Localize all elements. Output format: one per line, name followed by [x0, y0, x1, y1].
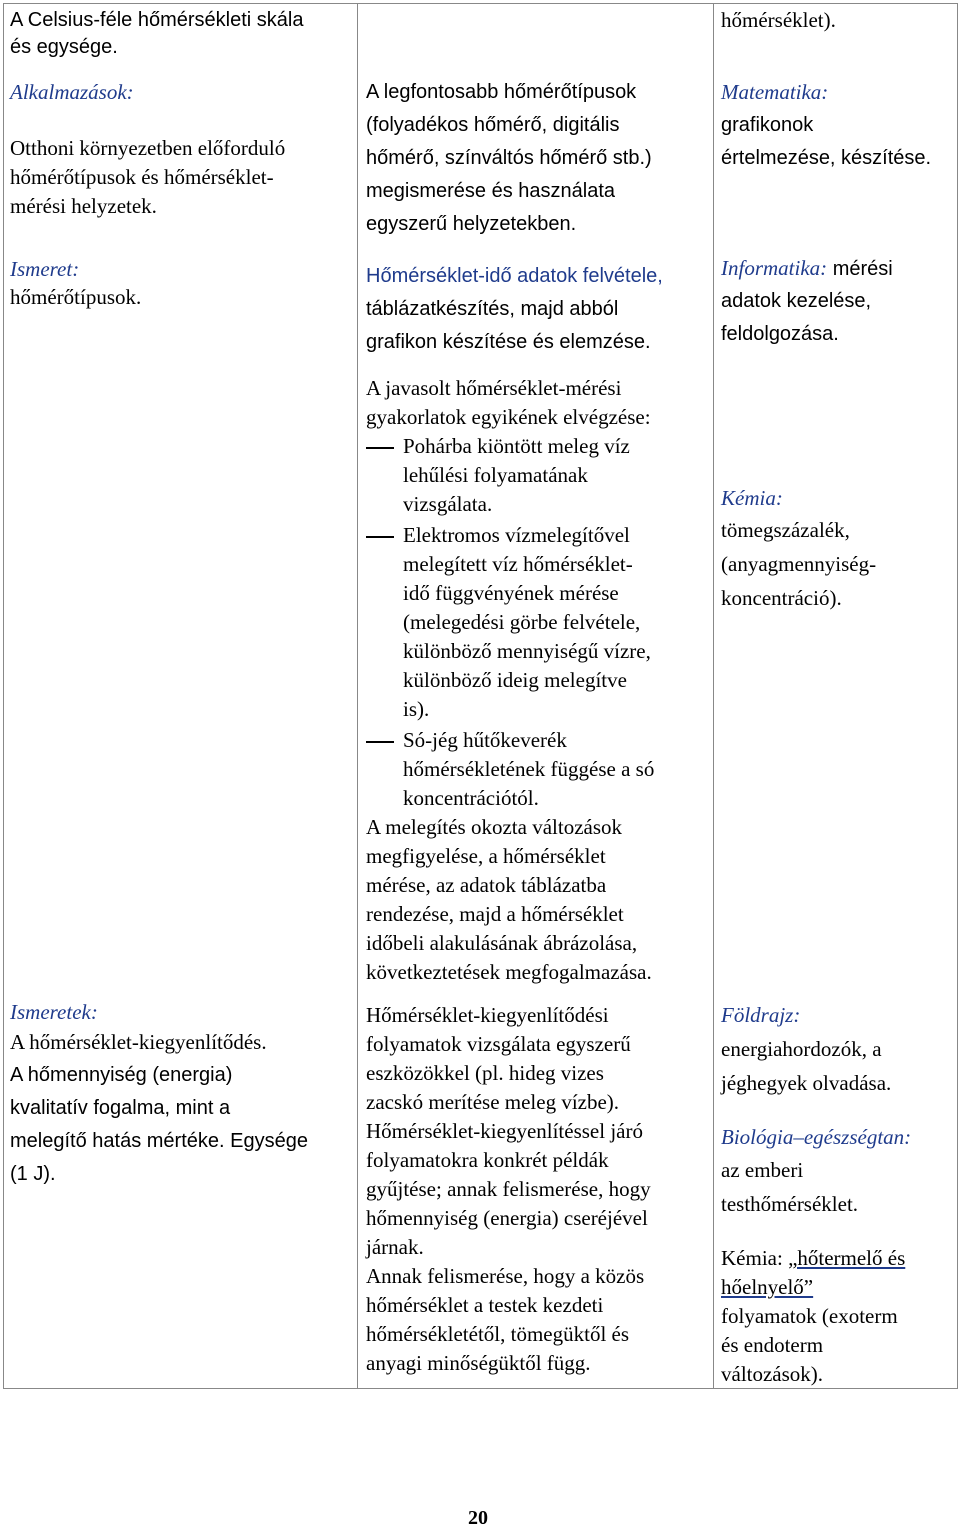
- chem-line-1: tömegszázalék,: [721, 518, 850, 542]
- chem2-quote2: hőelnyelő”: [721, 1275, 814, 1299]
- heating-line-5: időbeli alakulásának ábrázolása,: [366, 931, 638, 955]
- practice-2-line-1: Elektromos vízmelegítővel: [403, 523, 630, 547]
- equalization-line-1: Hőmérséklet-kiegyenlítődési: [366, 1003, 609, 1027]
- applications-line-2: hőmérőtípusok és hőmérséklet-: [10, 165, 274, 189]
- thermometers-line-2: (folyadékos hőmérő, digitális: [366, 114, 620, 136]
- math-title: Matematika:: [721, 80, 829, 104]
- equalization-line-6: folyamatokra konkrét példák: [366, 1148, 609, 1172]
- practice-2-line-2: melegített víz hőmérséklet-: [403, 552, 633, 576]
- table-col-divider-1: [357, 3, 358, 1389]
- chem-title: Kémia:: [721, 486, 783, 510]
- applications-line-3: mérési helyzetek.: [10, 194, 157, 218]
- practice-2-line-5: különböző mennyiségű vízre,: [403, 639, 651, 663]
- knowledges-line-3: kvalitatív fogalma, mint a: [10, 1097, 231, 1119]
- chem2-line-4: változások).: [721, 1362, 824, 1386]
- geo-title: Földrajz:: [721, 1003, 801, 1027]
- practice-intro-line-2: gyakorlatok egyikének elvégzése:: [366, 405, 651, 429]
- knowledge-text: hőmérőtípusok.: [10, 285, 142, 309]
- practice-2-line-3: idő függvényének mérése: [403, 581, 619, 605]
- celsius-line-1: A Celsius-féle hőmérsékleti skála: [10, 9, 304, 31]
- thermometers-line-1: A legfontosabb hőmérőtípusok: [366, 81, 637, 103]
- chem2-line-2: folyamatok (exoterm: [721, 1304, 898, 1328]
- equalization-line-10: Annak felismerése, hogy a közös: [366, 1264, 645, 1288]
- temp-time-line-1: Hőmérséklet-idő adatok felvétele,: [366, 265, 663, 287]
- it-line-1: adatok kezelése,: [721, 290, 872, 312]
- table-right-border: [957, 3, 958, 1389]
- knowledges-line-2: A hőmennyiség (energia): [10, 1064, 233, 1086]
- practice-2-line-6: különböző ideig melegítve: [403, 668, 627, 692]
- bio-title: [721, 1123, 911, 1152]
- practice-1-line-2: lehűlési folyamatának: [403, 463, 588, 487]
- practice-2-line-7: is).: [403, 697, 430, 721]
- heating-line-6: következtetések megfogalmazása.: [366, 960, 652, 984]
- celsius-line-2: és egysége.: [10, 36, 118, 58]
- practice-intro-line-1: A javasolt hőmérséklet-mérési: [366, 376, 622, 400]
- heating-line-4: rendezése, majd a hőmérséklet: [366, 902, 624, 926]
- chem2-line-0: [721, 1244, 905, 1273]
- bio-line-2: testhőmérséklet.: [721, 1192, 859, 1216]
- practice-3-line-2: hőmérsékletének függése a só: [403, 757, 655, 781]
- equalization-line-13: anyagi minőségüktől függ.: [366, 1351, 591, 1375]
- chem2-quote: „hőtermelő és: [788, 1246, 906, 1270]
- it-rest: mérési: [827, 258, 893, 280]
- it-line-0: [721, 254, 893, 284]
- list-dash-2: [366, 536, 394, 538]
- chem2-line-1: [721, 1273, 813, 1302]
- equalization-line-12: hőmérsékletétől, tömegüktől és: [366, 1322, 630, 1346]
- knowledges-line-5: (1 J).: [10, 1163, 56, 1185]
- thermometers-line-4: megismerése és használata: [366, 180, 616, 202]
- bio-title-a: Biológia: [721, 1125, 794, 1149]
- equalization-line-3: eszközökkel (pl. hideg vizes: [366, 1061, 604, 1085]
- knowledges-line-1: A hőmérséklet-kiegyenlítődés.: [10, 1030, 267, 1054]
- practice-2-line-4: (melegedési görbe felvétele,: [403, 610, 641, 634]
- thermometers-line-5: egyszerű helyzetekben.: [366, 213, 577, 235]
- math-line-1: grafikonok: [721, 114, 814, 136]
- chem-line-3: koncentráció).: [721, 586, 842, 610]
- geo-line-1: energiahordozók, a: [721, 1037, 882, 1061]
- heating-line-3: mérése, az adatok táblázatba: [366, 873, 607, 897]
- equalization-line-7: gyűjtése; annak felismerése, hogy: [366, 1177, 651, 1201]
- knowledges-line-4: melegítő hatás mértéke. Egysége: [10, 1130, 308, 1152]
- thermometers-line-3: hőmérő, színváltós hőmérő stb.): [366, 147, 652, 169]
- it-line-2: feldolgozása.: [721, 323, 839, 345]
- geo-line-2: jéghegyek olvadása.: [721, 1071, 892, 1095]
- equalization-line-9: járnak.: [366, 1235, 424, 1259]
- temp-time-line-3: grafikon készítése és elemzése.: [366, 331, 651, 353]
- equalization-line-5: Hőmérséklet-kiegyenlítéssel járó: [366, 1119, 643, 1143]
- chem2-title: Kémia:: [721, 1246, 789, 1270]
- list-dash-1: [366, 447, 394, 449]
- equalization-line-4: zacskó merítése meleg vízbe).: [366, 1090, 620, 1114]
- math-line-2: értelmezése, készítése.: [721, 147, 932, 169]
- chem2-line-3: és endoterm: [721, 1333, 824, 1357]
- connections-top-line: hőmérséklet).: [721, 8, 836, 32]
- equalization-line-8: hőmennyiség (energia) cseréjével: [366, 1206, 648, 1230]
- table-top-border: [3, 3, 958, 4]
- chem-line-2: (anyagmennyiség-: [721, 552, 877, 576]
- bio-title-b: –egészségtan:: [793, 1125, 912, 1149]
- practice-3-line-3: koncentrációtól.: [403, 786, 539, 810]
- knowledges-title: Ismeretek:: [10, 1000, 98, 1024]
- applications-title: Alkalmazások:: [10, 80, 134, 104]
- heating-line-2: megfigyelése, a hőmérséklet: [366, 844, 606, 868]
- knowledge-title: Ismeret:: [10, 257, 80, 281]
- temp-time-line-2: táblázatkészítés, majd abból: [366, 298, 619, 320]
- practice-1-line-1: Pohárba kiöntött meleg víz: [403, 434, 630, 458]
- heating-line-1: A melegítés okozta változások: [366, 815, 623, 839]
- table-left-border: [3, 3, 4, 1389]
- table-col-divider-2: [713, 3, 714, 1389]
- bio-line-1: az emberi: [721, 1158, 804, 1182]
- applications-line-1: Otthoni környezetben előforduló: [10, 136, 286, 160]
- page-number: 20: [468, 1507, 488, 1529]
- practice-3-line-1: Só-jég hűtőkeverék: [403, 728, 567, 752]
- list-dash-3: [366, 741, 394, 743]
- it-title: Informatika:: [721, 256, 828, 280]
- equalization-line-11: hőmérséklet a testek kezdeti: [366, 1293, 604, 1317]
- equalization-line-2: folyamatok vizsgálata egyszerű: [366, 1032, 631, 1056]
- practice-1-line-3: vizsgálata.: [403, 492, 493, 516]
